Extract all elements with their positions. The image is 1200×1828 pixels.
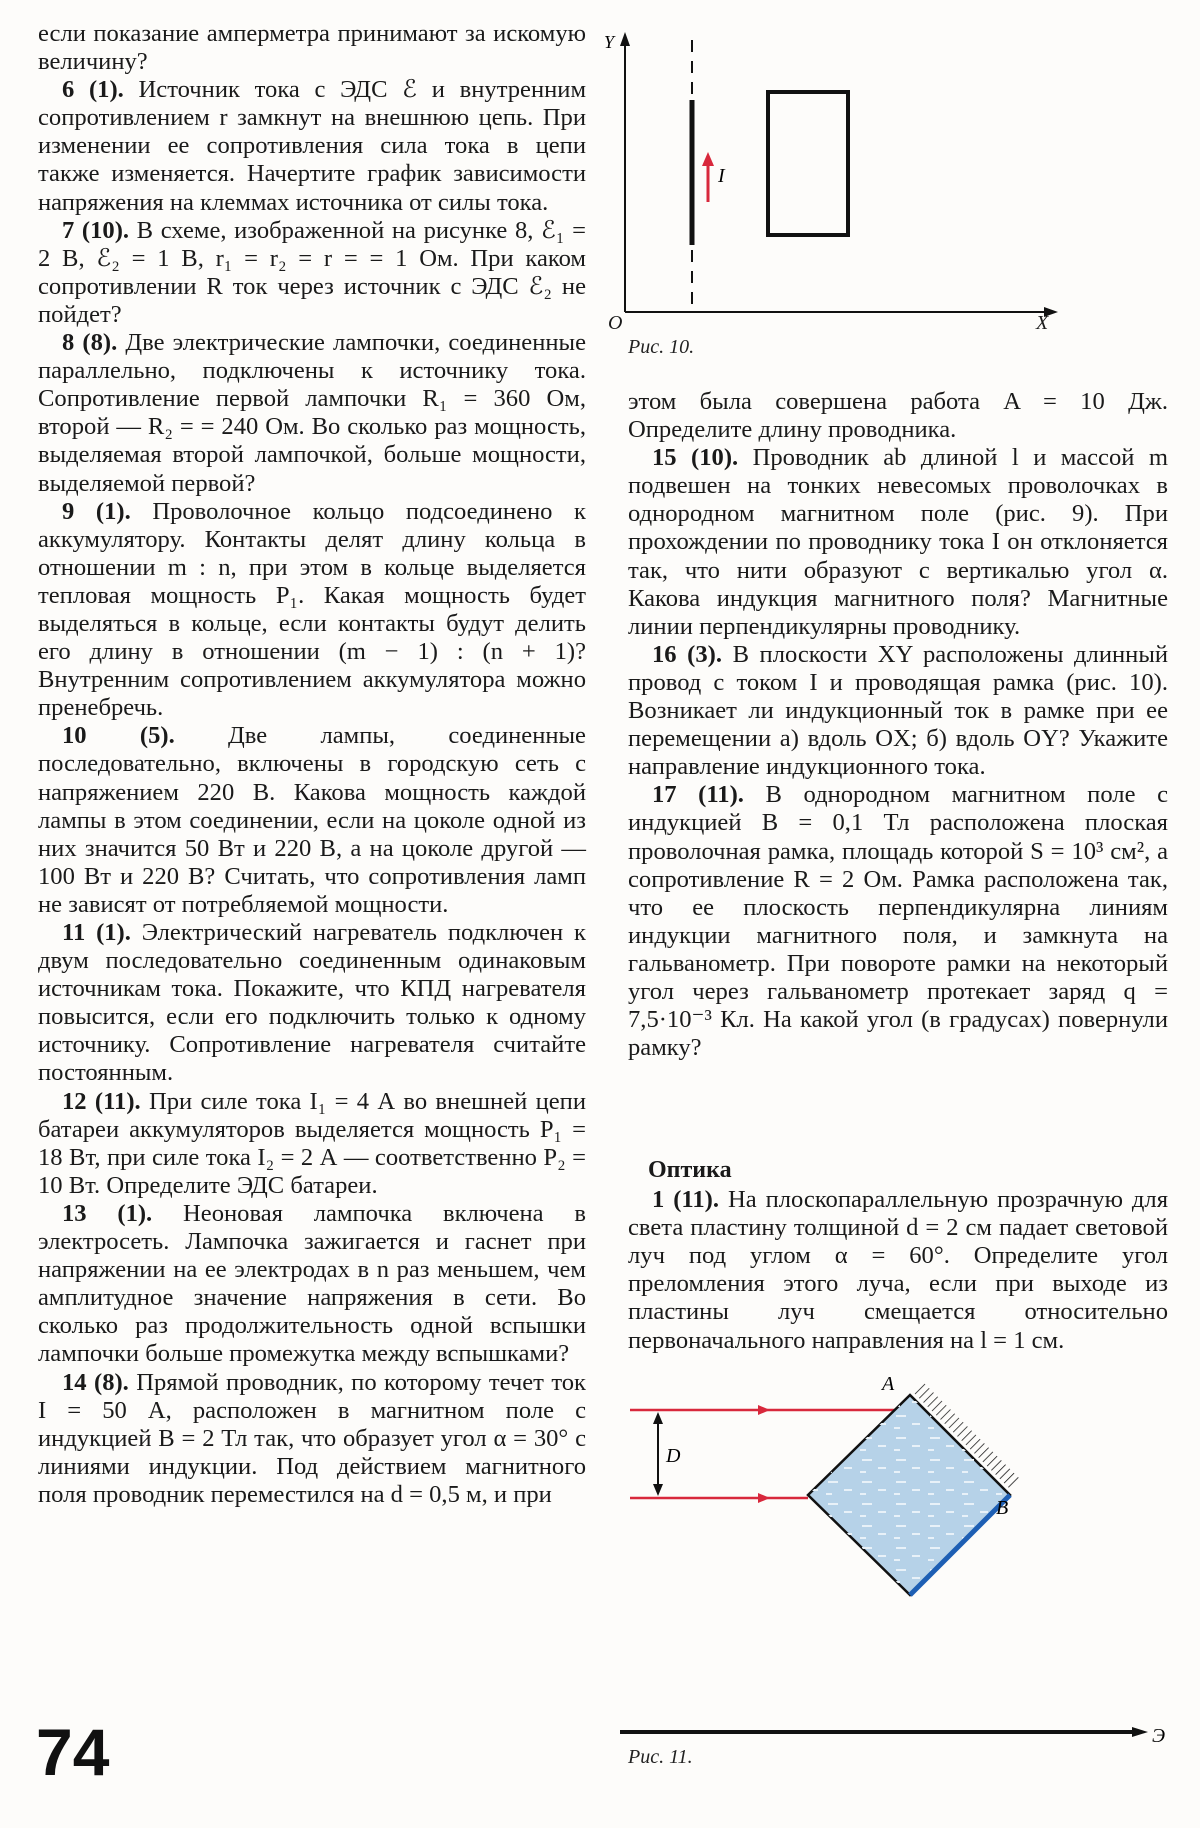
label-x: X [1036,312,1049,334]
problem-number: 12 (11). [62,1087,141,1115]
problem-text: В однородном магнитном поле с индукцией B = 0,1 Тл расположена плоская проволочная рамка, площадь которой S = 10³ см², а сопротивление R = 2 Ом. Рамка расположена так, что ее плоскость перпендикулярна линиям индукции магнитного поля, и замкнута на гальванометр. При повороте рамки на некоторый угол через гальванометр протекает заряд q = 7,5·10⁻³ Кл. На какой угол (в градусах) повернули рамку? [628,781,1168,1062]
problem-number: 13 (1). [62,1199,153,1227]
problem-text: Две электрические лампочки, соединенные параллельно, подключены к источнику тока. Сопротивление первой лампочки R₁ = 360 Ом, второй — R₂ = = 240 Ом. Во сколько раз мощность, выделяемая второй лампочкой, больше мощности, выделяемой первой? [38,329,586,497]
figure-10-caption: Рис. 10. [628,336,695,358]
label-b: B [996,1497,1009,1519]
problem-text: Источник тока с ЭДС ℰ и внутренним сопротивлением r замкнут на внешнюю цепь. При изменении ее сопротивления сила тока в цепи также изменяется. Начертите график зависимости напряжения на клеммах источника от силы тока. [38,76,587,216]
problem-text: Две лампы, соединенные последовательно, включены в городскую сеть с напряжением 220 В. Какова мощность каждой лампы в этом соединении, если на цоколе одной из них значится 50 Вт и 220 В, а на цоколе другой — 100 Вт и 220 В? Считать, что сопротивления ламп не зависят от потребляемой мощности. [38,722,586,918]
label-e: Э [1152,1725,1166,1747]
problem-item [38,1200,586,1369]
label-a: A [882,1373,895,1395]
problem-number: 10 (5). [62,722,175,750]
problem-text: этом была совершена работа A = 10 Дж. Определите длину проводника. [628,388,1168,444]
problem-number: 9 (1). [62,497,131,525]
label-origin: O [608,312,623,334]
problem-number: 17 (11). [652,781,744,809]
problem-item [628,1186,1168,1355]
label-y: Y [604,32,615,52]
problem-item [38,1088,586,1200]
problem-item [38,919,586,1088]
current-arrow-head [702,152,714,166]
problem-text: если показание амперметра принимают за искомую величину? [38,20,586,76]
problem-item [38,76,586,216]
figure-10 [604,30,1060,320]
problem-number: 8 (8). [62,329,118,357]
problem-item [38,329,586,498]
problem-item [38,1369,586,1509]
problem-item [38,498,586,723]
y-axis-arrow [620,32,630,46]
problem-number: 16 (3). [652,640,722,668]
problem-item [628,444,1168,641]
problem-item [628,781,1168,1062]
problem-number: 15 (10). [652,444,739,472]
page-number: 74 [36,1715,110,1789]
problem-text: Неоновая лампочка включена в электросеть. Лампочка зажигается и гаснет при напряжении на ее электродах в n раз меньшем, чем амплитудное значение напряжения в сети. Во сколько раз продолжительность одной вспышки лампочки больше промежутка между вспышками? [38,1199,587,1368]
problem-item [38,20,586,76]
problem-item [628,641,1168,781]
problem-number: 11 (1). [62,919,131,946]
problem-number: 14 (8). [62,1368,129,1396]
right-column-bottom [628,1156,1168,1355]
problem-number: 7 (10). [62,216,130,244]
conducting-frame [768,92,848,235]
figure-11-caption: Рис. 11. [628,1746,693,1768]
right-column-top [628,388,1168,1062]
problem-number: 6 (1). [62,76,124,104]
problem-text: Электрический нагреватель подключен к двум последовательно соединенным одинаковым источникам тока. Покажите, что КПД нагревателя повысится, если его подключить только к одному источнику. Сопротивление нагревателя считайте постоянным. [38,919,586,1087]
problem-text: Прямой проводник, по которому течет ток I = 50 А, расположен в магнитном поле с индукцией B = 2 Тл так, что образует угол α = 30° с линиями индукции. Под действием магнитного поля проводник переместился на d = 0,5 м, и при [38,1368,586,1508]
left-column [38,20,586,1509]
figure-11 [620,1366,1180,1747]
problem-text: В схеме, изображенной на рисунке 8, ℰ₁ = 2 В, ℰ₂ = 1 В, r₁ = r₂ = r = = 1 Ом. При каком сопротивлении R ток через источник с ЭДС ℰ₂ не пойдет? [38,216,586,328]
problem-item [38,722,586,919]
problem-item [38,217,586,329]
section-heading: Оптика [648,1157,732,1183]
label-d: D [666,1445,681,1467]
problem-text: Проволочное кольцо подсоединено к аккумулятору. Контакты делят длину кольца в отношении m : n, при этом в кольце выделяется тепловая мощность P₁. Какая мощность будет выделяться в кольце, если контакты будут делить его длину в отношении (m − 1) : (n + 1)? Внутренним сопротивлением аккумулятора можно пренебречь. [38,497,586,722]
problem-text: Проводник ab длиной l и массой m подвешен на тонких невесомых проволочках в однородном магнитном поле (рис. 9). При прохождении по проводнику тока I он отклоняется так, что нити образуют с вертикалью угол α. Какова индукция магнитного поля? Магнитные линии перпендикулярны проводнику. [628,444,1168,640]
label-current: I [718,165,725,187]
problem-text: На плоскопараллельную прозрачную для света пластину толщиной d = 2 см падает световой луч под углом α = 60°. Определите угол преломления этого луча, если при выходе из пластины луч смещается относительно первоначального направления на l = 1 см. [628,1186,1169,1354]
problem-number: 1 (11). [652,1186,720,1214]
problem-text: В плоскости XY расположены длинный провод с током I и проводящая рамка (рис. 10). Возникает ли индукционный ток в рамке при ее перемещении а) вдоль OX; б) вдоль OY? Укажите направление индукционного тока. [628,640,1169,781]
problem-text: При силе тока I₁ = 4 А во внешней цепи батареи аккумуляторов выделяется мощность P₁ = 18 Вт, при силе тока I₂ = 2 А — соответственно P₂ = 10 Вт. Определите ЭДС батареи. [38,1087,586,1199]
problem-item [628,388,1168,444]
